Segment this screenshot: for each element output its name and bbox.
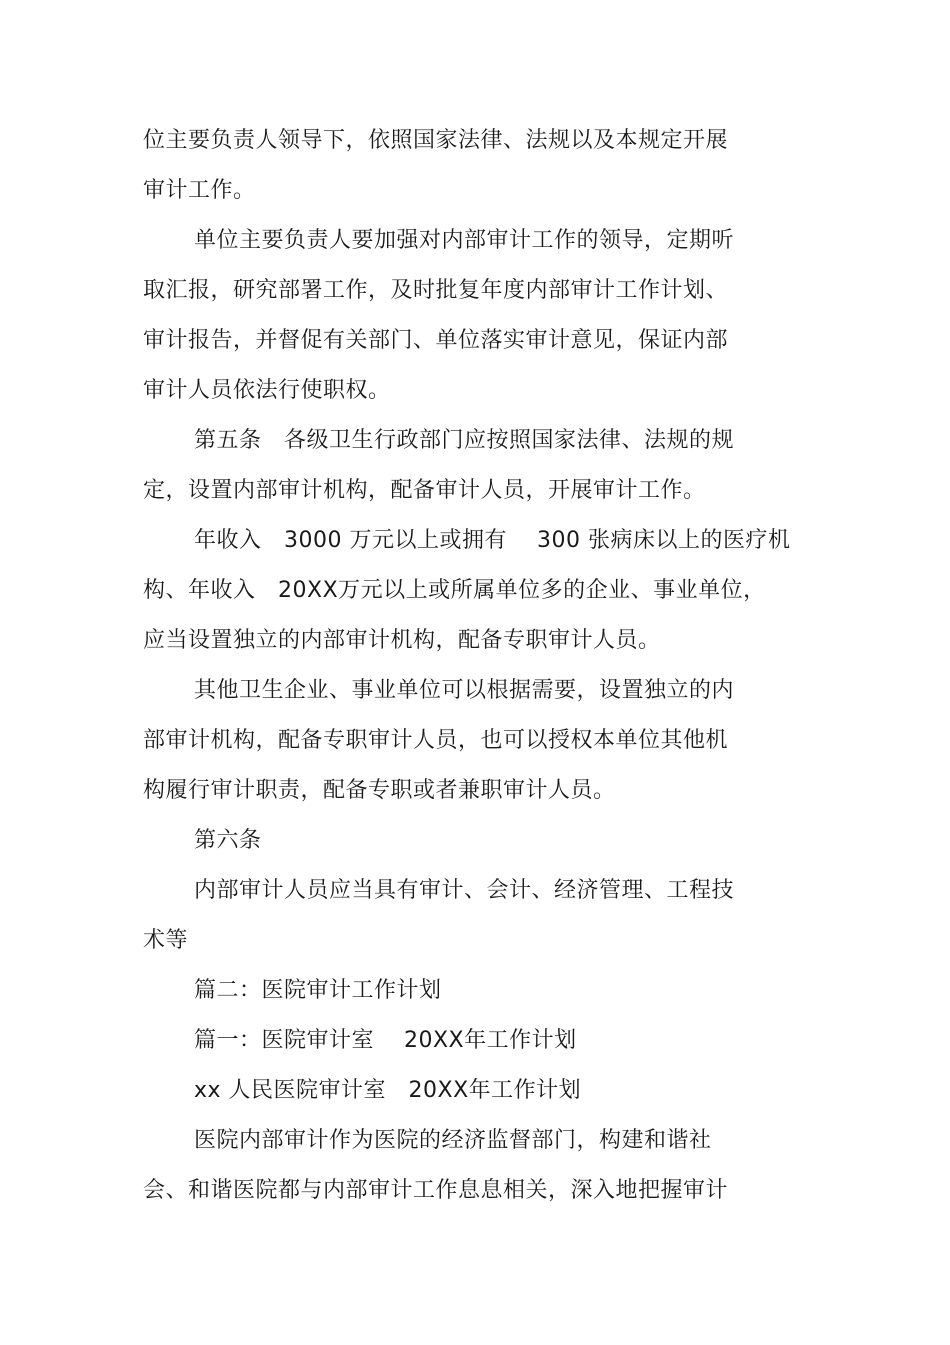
text-line: 第五条 各级卫生行政部门应按照国家法律、法规的规 [194, 428, 735, 453]
text-line: 会、和谐医院都与内部审计工作息息相关，深入地把握审计 [143, 1178, 729, 1203]
text-line: xx 人民医院审计室 20XX年工作计划 [194, 1078, 582, 1103]
text-line: 审计报告，并督促有关部门、单位落实审计意见，保证内部 [143, 328, 729, 353]
text-line: 内部审计人员应当具有审计、会计、经济管理、工程技 [194, 878, 735, 903]
text-line: 年收入 3000 万元以上或拥有 300 张病床以上的医疗机 [194, 528, 791, 553]
text-line: 部审计机构，配备专职审计人员，也可以授权本单位其他机 [143, 728, 729, 753]
text-line: 取汇报，研究部署工作，及时批复年度内部审计工作计划、 [143, 278, 729, 303]
text-line: 医院内部审计作为医院的经济监督部门，构建和谐社 [194, 1128, 712, 1153]
text-line: 篇一：医院审计室 20XX年工作计划 [194, 1028, 577, 1053]
text-line: 构、年收入 20XX万元以上或所属单位多的企业、事业单位， [143, 578, 766, 603]
text-line: 应当设置独立的内部审计机构，配备专职审计人员。 [143, 628, 661, 653]
text-line: 构履行审计职责，配备专职或者兼职审计人员。 [143, 778, 616, 803]
text-line: 单位主要负责人要加强对内部审计工作的领导，定期听 [194, 228, 735, 253]
text-line: 其他卫生企业、事业单位可以根据需要，设置独立的内 [194, 678, 735, 703]
text-line: 篇二：医院审计工作计划 [194, 978, 442, 1003]
text-line: 审计工作。 [143, 178, 256, 203]
text-line: 位主要负责人领导下，依照国家法律、法规以及本规定开展 [143, 128, 729, 153]
text-line: 审计人员依法行使职权。 [143, 378, 391, 403]
text-line: 定，设置内部审计机构，配备审计人员，开展审计工作。 [143, 478, 706, 503]
text-line: 第六条 [194, 828, 262, 853]
text-line: 术等 [143, 928, 189, 953]
